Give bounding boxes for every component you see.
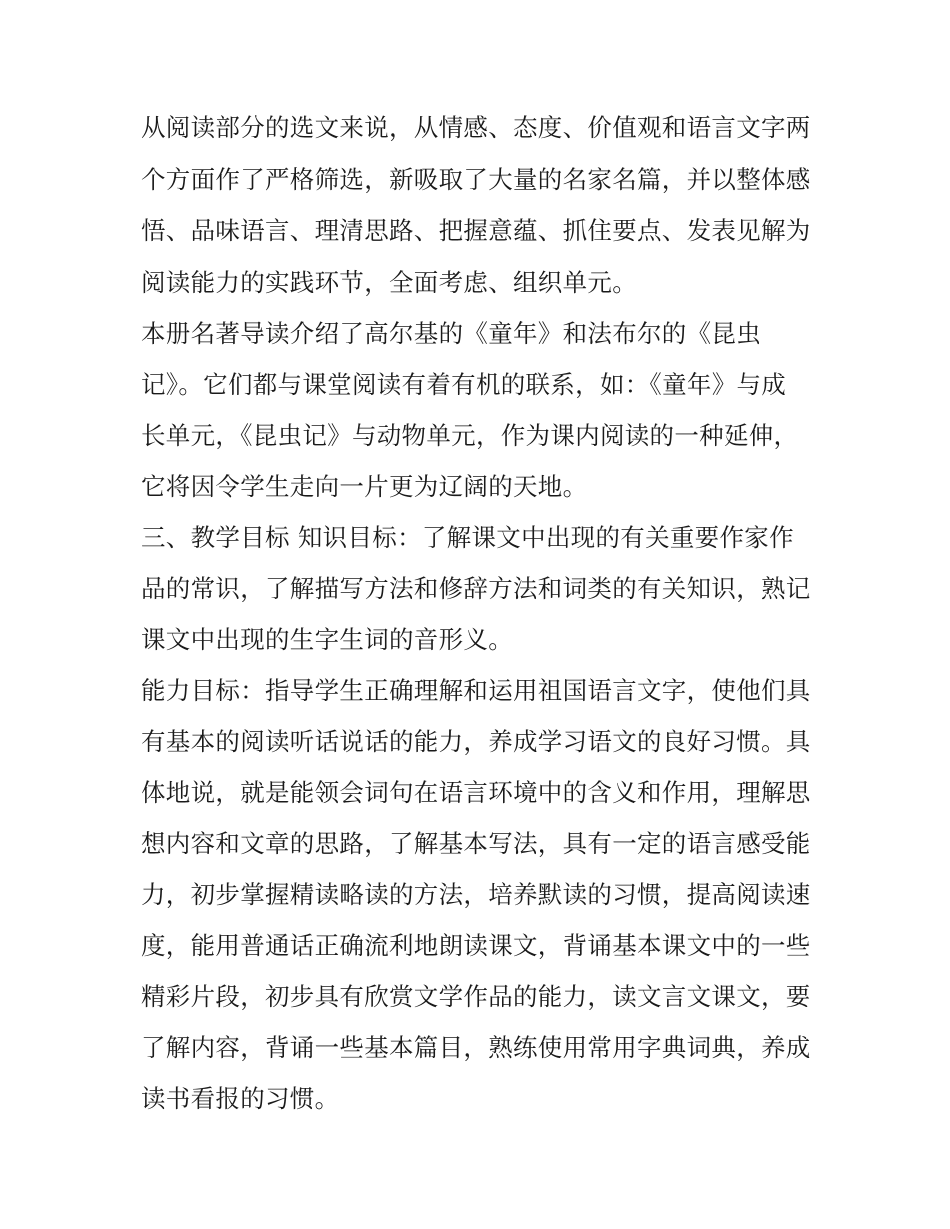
text-line: 悟、品味语言、理清思路、把握意蕴、抓住要点、发表见解为 (141, 216, 811, 245)
text-line: 体地说，就是能领会词句在语言环境中的含义和作用，理解思 (141, 778, 811, 807)
text-line: 从阅读部分的选文来说，从情感、态度、价值观和语言文字两 (141, 113, 811, 142)
text-line: 有基本的阅读听话说话的能力，养成学习语文的良好习惯。具 (141, 727, 811, 756)
text-line: 三、教学目标 知识目标：了解课文中出现的有关重要作家作 (141, 523, 794, 552)
text-line: 个方面作了严格筛选，新吸取了大量的名家名篇，并以整体感 (141, 165, 811, 194)
text-line: 本册名著导读介绍了高尔基的《童年》和法布尔的《昆虫 (141, 319, 761, 348)
text-line: 度，能用普通话正确流利地朗读课文，背诵基本课文中的一些 (141, 931, 811, 960)
text-line: 能力目标：指导学生正确理解和运用祖国语言文字，使他们具 (141, 676, 811, 705)
text-line: 精彩片段，初步具有欣赏文学作品的能力，读文言文课文，要 (141, 982, 811, 1011)
text-line: 品的常识，了解描写方法和修辞方法和词类的有关知识，熟记 (141, 574, 811, 603)
text-line: 它将因令学生走向一片更为辽阔的天地。 (141, 472, 588, 501)
text-line: 记》。它们都与课堂阅读有着有机的联系，如：《童年》与成 (141, 370, 787, 399)
text-line: 读书看报的习惯。 (141, 1084, 340, 1113)
text-line: 力，初步掌握精读略读的方法，培养默读的习惯，提高阅读速 (141, 880, 811, 909)
text-line: 了解内容，背诵一些基本篇目，熟练使用常用字典词典，养成 (141, 1033, 811, 1062)
text-line: 长单元，《昆虫记》与动物单元，作为课内阅读的一种延伸， (141, 421, 799, 450)
text-line: 课文中出现的生字生词的音形义。 (141, 625, 513, 654)
text-line: 想内容和文章的思路，了解基本写法，具有一定的语言感受能 (141, 829, 811, 858)
text-line: 阅读能力的实践环节，全面考虑、组织单元。 (141, 268, 637, 297)
